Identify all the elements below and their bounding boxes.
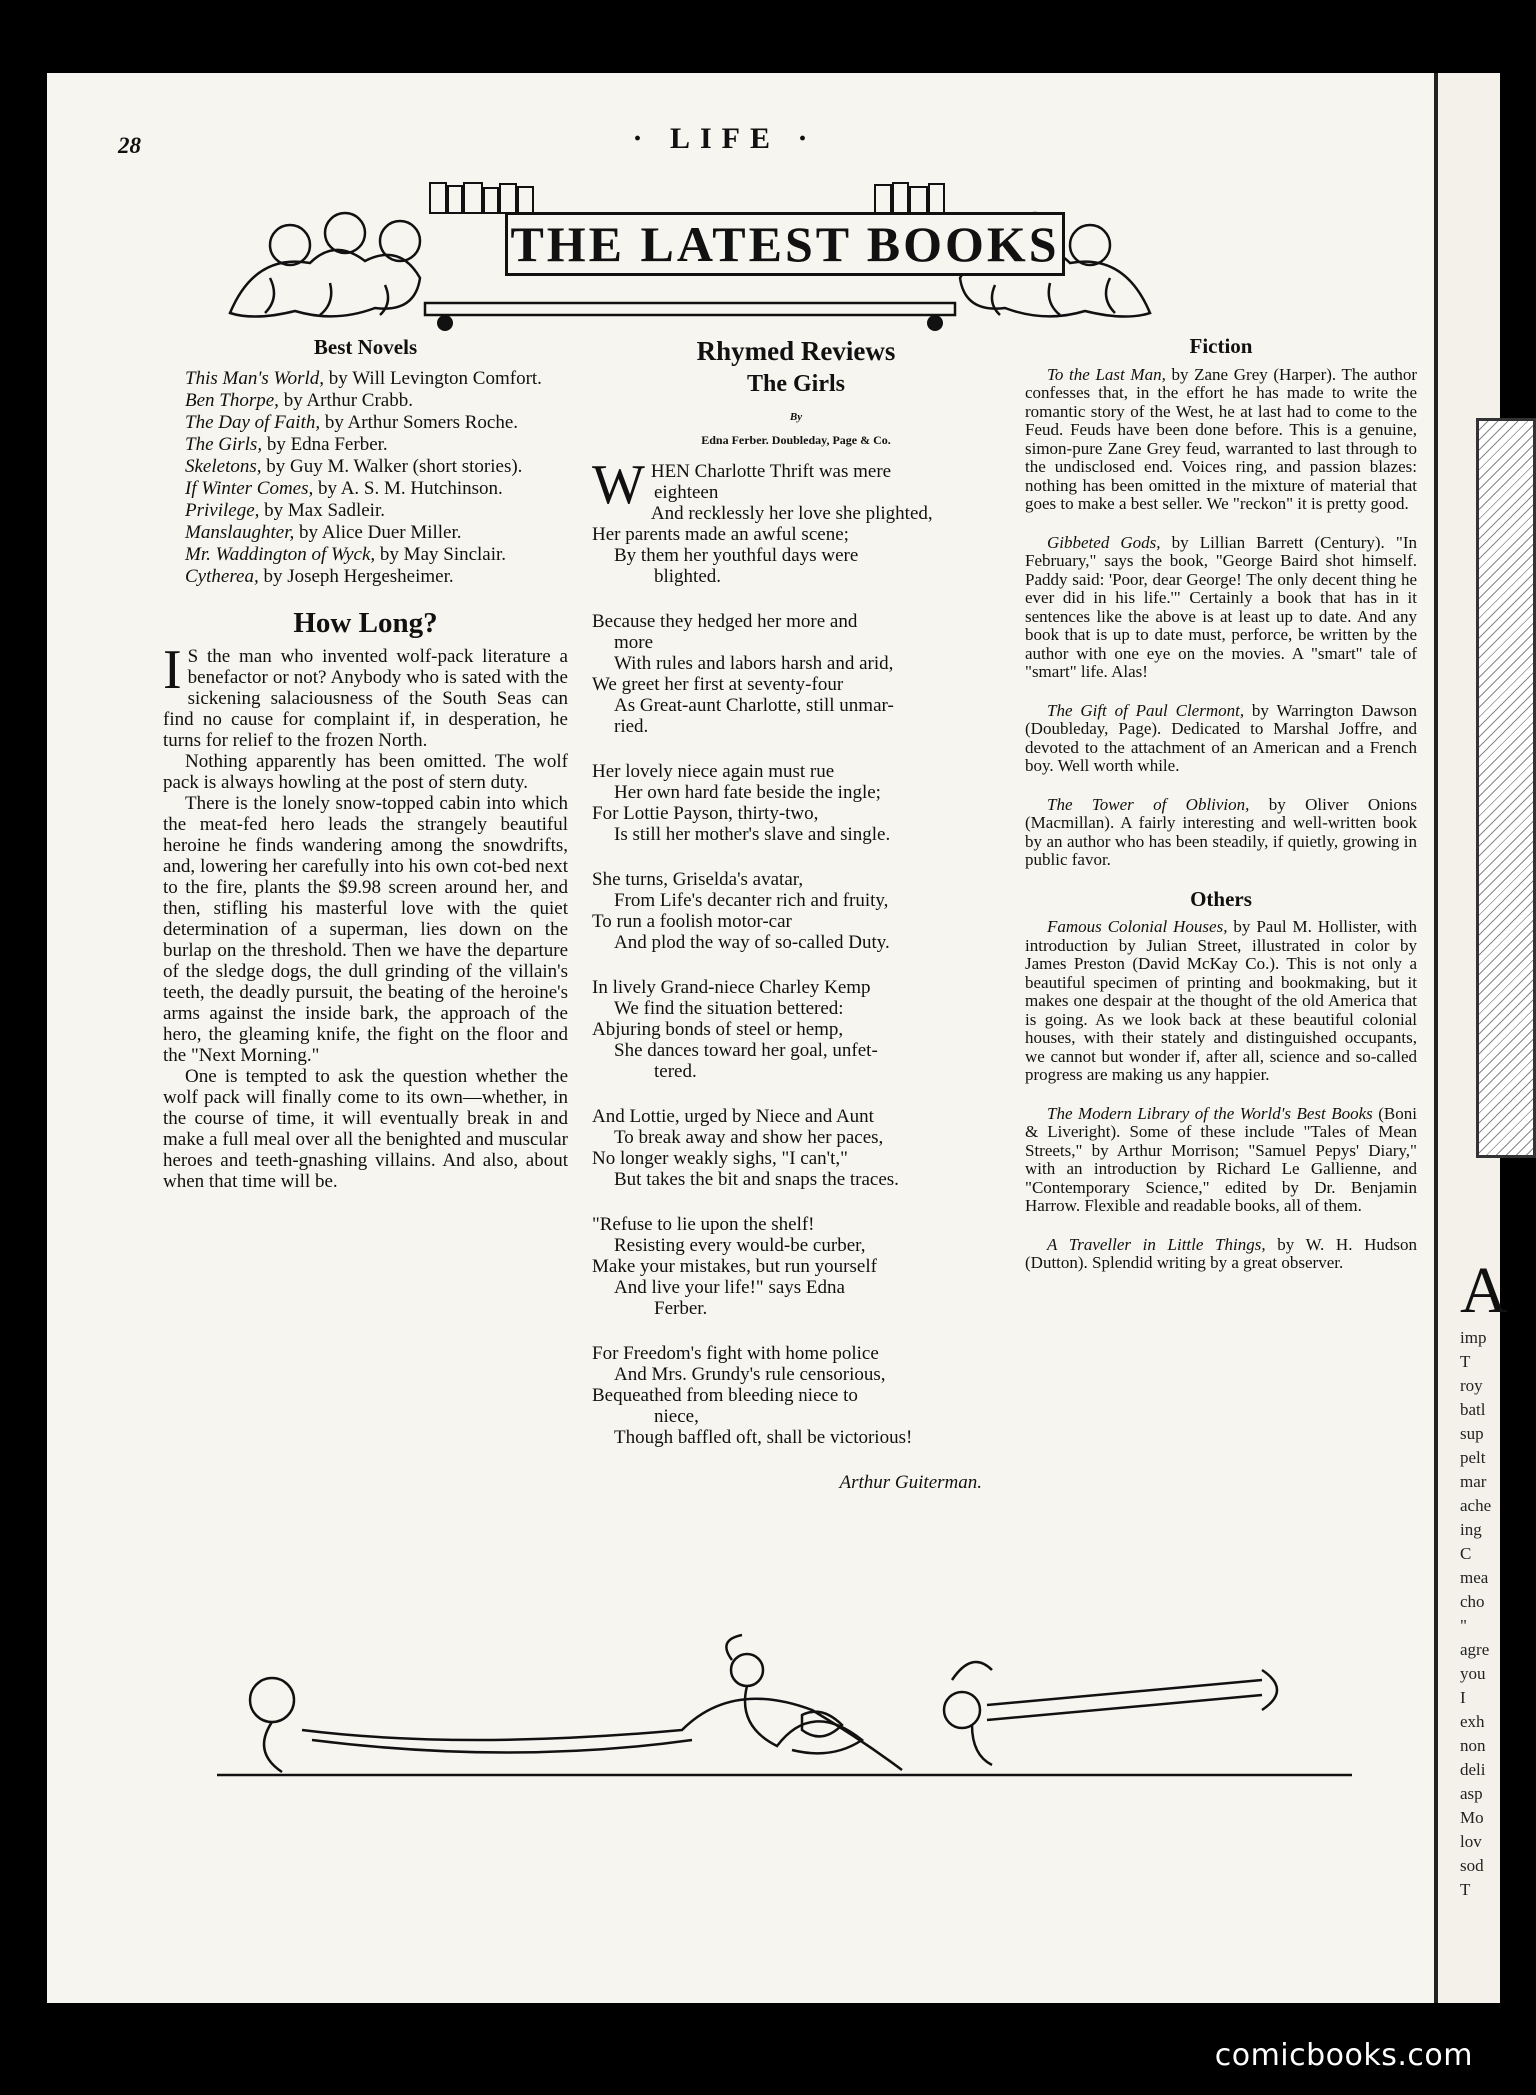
running-head: · LIFE · — [632, 122, 818, 155]
best-novel-item — [163, 456, 568, 477]
how-long-paragraph: Nothing apparently has been omitted. The wolf pack is always howling at the post of stern duty. — [163, 751, 568, 793]
adjacent-text-fragment: ing — [1460, 1520, 1482, 1539]
poem-dropcap: W — [592, 454, 645, 516]
review-title: The Modern Library of the World's Best Books — [1047, 1103, 1373, 1123]
footer-illustration — [212, 1640, 1362, 1790]
poem-line: Resisting every would-be curber, — [614, 1235, 866, 1256]
poem-stanza — [592, 1343, 1000, 1448]
how-long-paragraph: There is the lonely snow-topped cabin into which the meat-fed hero leads the strangely beautiful heroine he finds wandering among the snowdrifts, and, lowering her carefully into his own cot-bed next to the fire, plants the $9.98 screen around her, and then, stifling his masterful love with the quiet determination of a superman, lies down on the burlap on the threshold. Then we have the departure of the sledge dogs, the dull grinding of the villain's teeth, the deadly pursuit, the beating of the heroine's arms against the inside bark, the approach of the hero, the gleaming knife, the fight on the floor and the "Next Morning." — [163, 793, 568, 1066]
poem-line: With rules and labors harsh and arid, — [614, 653, 894, 674]
poem-line: By them her youthful days were — [614, 545, 859, 566]
others-review — [1025, 1105, 1417, 1216]
poem-stanza — [592, 977, 1000, 1082]
poem-line: From Life's decanter rich and fruity, — [614, 890, 889, 911]
adjacent-dropcap: A — [1460, 1254, 1508, 1327]
adjacent-text-fragment: sod — [1460, 1856, 1484, 1875]
adjacent-text-fragment: agre — [1460, 1640, 1490, 1659]
poem-line: We greet her first at seventy-four — [592, 674, 844, 695]
poem-title: The Girls — [746, 371, 845, 397]
rhymed-reviews-heading: Rhymed Reviews — [696, 336, 896, 366]
adjacent-text-fragment: exh — [1460, 1712, 1485, 1731]
others-review — [1025, 1236, 1417, 1273]
poem-line: "Refuse to lie upon the shelf! — [592, 1214, 815, 1235]
poem-line: Ferber. — [654, 1298, 708, 1319]
book-author: by May Sinclair. — [375, 544, 507, 565]
book-author: by Max Sadleir. — [259, 500, 385, 521]
adjacent-text-fragment: cho — [1460, 1592, 1485, 1611]
review-body: by Zane Grey (Harper). The author confesses that, in the effort he has made to write the romantic story of the West, he at last had to come to the Feud. Feuds have been done before. This is a genuine, simon-pure Zane Grey feud, warranted to last through to the undisclosed end. Voices ring, and passion blazes: nothing has been omitted in the mixture of material that goes to make a best seller. We "reckon" it is pretty good. — [1025, 364, 1417, 513]
poem-line: And plod the way of so-called Duty. — [614, 932, 890, 953]
book-title: The Day of Faith, — [185, 412, 321, 433]
adjacent-text-fragment: batl — [1460, 1400, 1486, 1419]
poem-line: Her lovely niece again must rue — [592, 761, 835, 782]
adjacent-text-fragment: ache — [1460, 1496, 1492, 1515]
how-long-heading: How Long? — [293, 607, 438, 639]
adjacent-text-fragment: roy — [1460, 1376, 1483, 1395]
book-author: by Guy M. Walker (short stories). — [261, 456, 523, 477]
adjacent-illustration — [1476, 418, 1536, 1158]
review-body: by Lillian Barrett (Century). "In February," says the book, "George Baird shot himself. Paddy said: 'Poor, dear George! The only decent thing he ever did in his life.'" Certainly a book that has in it sentences like the above is at least up to date. And any book that is up to date must, perforce, be written by the author with one eye on the movies. A "smart" tale of "smart" life. Alas! — [1025, 532, 1417, 681]
book-title: Cytherea, — [185, 566, 259, 587]
poem-line: To run a foolish motor-car — [592, 911, 792, 932]
adjacent-text-fragment: deli — [1460, 1760, 1486, 1779]
poem-line: And recklessly her love she plighted, — [650, 503, 933, 524]
fiction-review — [1025, 366, 1417, 514]
poem-line: Her parents made an awful scene; — [592, 524, 849, 545]
poem-line: For Lottie Payson, thirty-two, — [592, 803, 819, 824]
adjacent-text-fragment: C — [1460, 1544, 1472, 1563]
poem-stanza — [592, 1106, 1000, 1190]
fiction-heading: Fiction — [1189, 334, 1253, 358]
adjacent-text-fragment: imp — [1460, 1328, 1487, 1347]
adjacent-text-fragment: I — [1460, 1688, 1466, 1707]
adjacent-text-fragment: asp — [1460, 1784, 1483, 1803]
review-body: by Paul M. Hollister, with introduction by Julian Street, illustrated in color by James Preston (David McKay Co.). This is not only a beautiful specimen of printing and bookmaking, but it makes one despair at the thought of the old America that is going. As we look back at these beautiful colonial houses, with their stately and distinguished occupants, we cannot but wonder if, after all, science and so-called progress are making us any happier. — [1025, 917, 1418, 1084]
poem-line: ried. — [614, 716, 649, 737]
best-novel-item — [163, 478, 568, 499]
fiction-review — [1025, 702, 1417, 776]
by-line: By — [789, 411, 803, 423]
review-title: Gibbeted Gods, — [1047, 532, 1161, 552]
adjacent-text-fragment: T — [1460, 1352, 1471, 1371]
book-author: by Will Levington Comfort. — [324, 368, 542, 389]
poem-line: And Mrs. Grundy's rule censorious, — [614, 1364, 886, 1385]
poem-line: And live your life!" says Edna — [614, 1277, 845, 1298]
adjacent-text-fragment: non — [1460, 1736, 1486, 1755]
adjacent-text-fragment: mea — [1460, 1568, 1489, 1587]
poem-line: eighteen — [654, 482, 719, 503]
poem-line: And Lottie, urged by Niece and Aunt — [592, 1106, 874, 1127]
book-title: Privilege, — [185, 500, 260, 521]
adjacent-text-fragment: T — [1460, 1880, 1471, 1899]
adjacent-text-fragment: sup — [1460, 1424, 1484, 1443]
book-author: by Alice Duer Miller. — [294, 522, 462, 543]
right-column — [1025, 334, 1418, 1293]
book-author: by Arthur Crabb. — [278, 390, 413, 411]
review-body: by Oliver Onions (Macmillan). A fairly interesting and well-written book by an author who has been steadily, if quietly, growing in public favor. — [1025, 794, 1417, 869]
review-body: by Warrington Dawson (Doubleday, Page). Dedicated to Marshal Joffre, and devoted to the attachment of an American and a French boy. Well worth while. — [1025, 700, 1418, 775]
book-title: If Winter Comes, — [185, 478, 314, 499]
best-novel-item — [163, 544, 568, 565]
poem-line: We find the situation bettered: — [614, 998, 844, 1019]
poem-line: niece, — [654, 1406, 699, 1427]
poem-line-text: HEN Charlotte Thrift was mere — [650, 461, 892, 482]
best-novel-item — [163, 368, 568, 389]
left-column — [163, 337, 568, 1192]
best-novel-item — [163, 412, 568, 433]
adjacent-text-fragment: lov — [1460, 1832, 1482, 1851]
poem-line: Bequeathed from bleeding niece to — [592, 1385, 858, 1406]
poem-line: Because they hedged her more and — [592, 611, 858, 632]
best-novel-item — [163, 566, 568, 587]
middle-column — [592, 337, 1000, 1493]
review-body: by W. H. Hudson (Dutton). Splendid writing by a great observer. — [1025, 1234, 1417, 1272]
how-long-paragraph: One is tempted to ask the question whether the wolf pack will finally come to its own—whether, in the course of time, it will eventually break in and make a full meal over all the benighted and muscular heroes and teeth-gnashing villains. And also, about when that time will be. — [163, 1066, 568, 1192]
adjacent-text-fragment: Mo — [1460, 1808, 1484, 1827]
review-body: (Boni & Liveright). Some of these include "Tales of Mean Streets," by Arthur Morrison; "Samuel Pepys' Diary," with an introduction by Richard Le Gallienne, and "Contemporary Science," edited by Dr. Benjamin Harrow. Flexible and readable books, all of them. — [1025, 1103, 1417, 1215]
banner-title: THE LATEST BOOKS — [505, 212, 1065, 276]
book-title: The Girls, — [185, 434, 263, 455]
book-author: by A. S. M. Hutchinson. — [313, 478, 503, 499]
book-author: by Arthur Somers Roche. — [320, 412, 519, 433]
poem-stanza — [592, 1214, 1000, 1319]
review-title: The Gift of Paul Clermont, — [1047, 700, 1245, 720]
poem-line: To break away and show her paces, — [614, 1127, 884, 1148]
poem-stanza — [592, 611, 1000, 737]
poem-line: But takes the bit and snaps the traces. — [614, 1169, 899, 1190]
fiction-review — [1025, 534, 1417, 682]
poem-line: Though baffled oft, shall be victorious! — [614, 1427, 913, 1448]
poem-line: She turns, Griselda's avatar, — [592, 869, 804, 890]
how-long-first-paragraph: I S the man who invented wolf-pack literature a benefactor or not? Anybody who is sated with the sickening salaciousness of the South Seas can find no cause for complaint if, in desperation, he turns for relief to the frozen North. — [163, 639, 568, 751]
book-author: by Edna Ferber. — [262, 434, 388, 455]
review-title: To the Last Man, — [1047, 364, 1166, 384]
adjacent-text-fragment: " — [1460, 1616, 1467, 1635]
poem-line: Is still her mother's slave and single. — [614, 824, 891, 845]
best-novels-list — [163, 368, 568, 587]
poem-line: No longer weakly sighs, "I can't," — [592, 1148, 848, 1169]
poem-line: Her own hard fate beside the ingle; — [614, 782, 881, 803]
poem-line: In lively Grand-niece Charley Kemp — [592, 977, 871, 998]
poem-line: tered. — [654, 1061, 697, 1082]
best-novel-item — [163, 390, 568, 411]
watermark: comicbooks.com — [1214, 2038, 1473, 2073]
adjacent-page-edge — [1434, 73, 1508, 2003]
best-novel-item — [163, 522, 568, 543]
others-review — [1025, 918, 1417, 1085]
adjacent-text-fragment: mar — [1460, 1472, 1487, 1491]
adjacent-text-fragment: pelt — [1460, 1448, 1486, 1467]
poem-line: For Freedom's fight with home police — [592, 1343, 879, 1364]
others-heading: Others — [1190, 886, 1252, 911]
book-title: Skeletons, — [185, 456, 262, 477]
poem-credit: Edna Ferber. Doubleday, Page & Co. — [701, 433, 891, 447]
best-novels-heading: Best Novels — [313, 335, 418, 359]
poem-stanza — [592, 761, 1000, 845]
poem-line: As Great-aunt Charlotte, still unmar- — [614, 695, 894, 716]
book-title: Manslaughter, — [185, 522, 295, 543]
review-title: The Tower of Oblivion, — [1047, 794, 1250, 814]
poem-line: Abjuring bonds of steel or hemp, — [592, 1019, 844, 1040]
book-title: This Man's World, — [185, 368, 325, 389]
review-title: A Traveller in Little Things, — [1047, 1234, 1266, 1254]
dropcap: I — [163, 639, 182, 701]
poem-line: blighted. — [654, 566, 722, 587]
poem-stanza — [592, 454, 1000, 587]
poem-stanza — [592, 869, 1000, 953]
poem-line: more — [614, 632, 654, 653]
book-author: by Joseph Hergesheimer. — [258, 566, 454, 587]
fiction-review — [1025, 796, 1417, 870]
poem-line: She dances toward her goal, unfet- — [614, 1040, 878, 1061]
poem-line: Make your mistakes, but run yourself — [592, 1256, 877, 1277]
poem-signature: Arthur Guiterman. — [839, 1472, 982, 1493]
best-novel-item — [163, 434, 568, 455]
book-title: Mr. Waddington of Wyck, — [185, 544, 376, 565]
best-novel-item — [163, 500, 568, 521]
adjacent-text-fragment: you — [1460, 1664, 1486, 1683]
book-title: Ben Thorpe, — [185, 390, 279, 411]
review-title: Famous Colonial Houses, — [1047, 917, 1228, 936]
page-number: 28 — [118, 133, 141, 158]
